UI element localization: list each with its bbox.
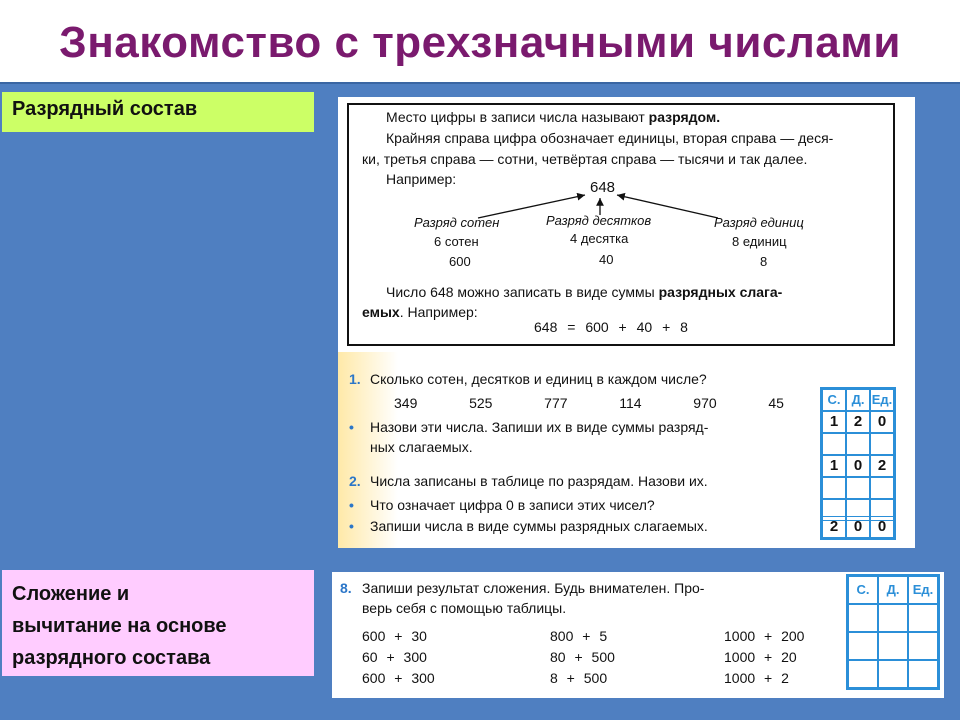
task-text: ных слагаемых. — [370, 439, 473, 455]
bullet-icon: • — [349, 419, 354, 435]
expression: 1000 + 200 — [724, 628, 805, 644]
rank-units-count: 8 единиц — [732, 234, 787, 249]
task-text: Что означает цифра 0 в записи этих чисел? — [370, 497, 655, 513]
sum-example: 648 = 600 + 40 + 8 — [534, 319, 688, 335]
table-header: Ед. — [908, 576, 938, 604]
table-cell: 1 — [822, 411, 846, 433]
expression: 8 + 500 — [550, 670, 608, 686]
rank-units-title: Разряд единиц — [714, 215, 804, 230]
rank-tens-value: 40 — [599, 252, 614, 267]
expression: 60 + 300 — [362, 649, 427, 665]
table-cell — [846, 477, 870, 499]
sum-term: разрядных слага- — [658, 284, 783, 300]
place-value-table — [820, 387, 896, 540]
task-text: верь себя с помощью таблицы. — [362, 600, 567, 616]
table-header: С. — [848, 576, 878, 604]
rank-hundreds-title: Разряд сотен — [414, 215, 500, 230]
rank-tens-count: 4 десятка — [570, 231, 629, 246]
table-cell: 1 — [822, 455, 846, 477]
table-cell — [878, 632, 908, 660]
sum-line — [386, 284, 782, 300]
table-cell — [822, 477, 846, 499]
textbook-page-addition — [332, 572, 944, 698]
rank-units-value: 8 — [760, 254, 768, 269]
rule-term: разрядом. — [648, 109, 721, 125]
sum-line — [362, 304, 478, 320]
sum-text: . Например: — [399, 304, 478, 320]
number-item: 349 — [394, 395, 418, 411]
number-item: 525 — [469, 395, 493, 411]
table-header: Д. — [878, 576, 908, 604]
table-cell: 0 — [846, 516, 870, 538]
table-cell: 2 — [870, 455, 894, 477]
rule-line: ки, третья справа — сотни, четвёртая справа — тысячи и так далее. — [362, 151, 808, 167]
example-number: 648 — [590, 179, 616, 196]
table-cell — [908, 604, 938, 632]
table-cell — [848, 660, 878, 688]
task-text: Назови эти числа. Запиши их в виде суммы разряд- — [370, 419, 709, 435]
rule-line: Крайняя справа цифра обозначает единицы, вторая справа — деся- — [386, 130, 834, 146]
table-cell — [878, 604, 908, 632]
table-cell — [870, 477, 894, 499]
add-sub-label-line: вычитание на основе — [12, 615, 227, 637]
task-number-list — [394, 395, 784, 411]
number-item: 114 — [619, 395, 642, 411]
table-cell: 2 — [846, 411, 870, 433]
task-text: Запиши числа в виде суммы разрядных слагаемых. — [370, 518, 708, 534]
expression: 1000 + 2 — [724, 670, 789, 686]
task-text: Запиши результат сложения. Будь внимателен. Про- — [362, 580, 705, 596]
sum-text: Число 648 можно записать в виде суммы — [386, 284, 659, 300]
task-text: Сколько сотен, десятков и единиц в каждом числе? — [370, 371, 707, 387]
table-cell — [870, 433, 894, 455]
add-sub-label — [2, 570, 314, 676]
table-cell — [878, 660, 908, 688]
rule-line: Например: — [386, 171, 457, 187]
rank-tens-title: Разряд десятков — [546, 213, 652, 228]
bullet-icon: • — [349, 518, 354, 534]
table-header: Ед. — [870, 389, 894, 411]
expression: 80 + 500 — [550, 649, 615, 665]
place-value-label: Разрядный состав — [2, 92, 314, 132]
task-text: Числа записаны в таблице по разрядам. Назови их. — [370, 473, 708, 489]
textbook-page-place-value — [338, 97, 915, 548]
table-cell: 0 — [870, 516, 894, 538]
table-cell: 0 — [870, 411, 894, 433]
table-cell: 0 — [846, 455, 870, 477]
table-cell — [848, 632, 878, 660]
expression: 800 + 5 — [550, 628, 608, 644]
bullet-icon: • — [349, 497, 354, 513]
expression: 600 + 30 — [362, 628, 427, 644]
slide-title: Знакомство с трехзначными числами — [59, 18, 901, 67]
table-header: С. — [822, 389, 846, 411]
rank-hundreds-count: 6 сотен — [434, 234, 479, 249]
place-value-table — [846, 574, 940, 690]
sum-term: емых — [362, 304, 400, 320]
table-cell — [908, 660, 938, 688]
add-sub-label-line: Сложение и — [12, 583, 130, 605]
number-item: 45 — [768, 395, 784, 411]
add-sub-label-line: разрядного состава — [12, 647, 211, 669]
expression: 1000 + 20 — [724, 649, 797, 665]
table-header: Д. — [846, 389, 870, 411]
task-number: 1. — [349, 371, 361, 387]
number-item: 777 — [544, 395, 568, 411]
task-number: 8. — [340, 580, 352, 596]
number-item: 970 — [693, 395, 717, 411]
table-cell — [908, 632, 938, 660]
table-cell: 2 — [822, 516, 846, 538]
rank-hundreds-value: 600 — [449, 254, 471, 269]
expression: 600 + 300 — [362, 670, 435, 686]
rule-text: Место цифры в записи числа называют — [386, 109, 649, 125]
table-cell — [846, 433, 870, 455]
table-cell — [848, 604, 878, 632]
task-number: 2. — [349, 473, 361, 489]
table-cell — [822, 433, 846, 455]
